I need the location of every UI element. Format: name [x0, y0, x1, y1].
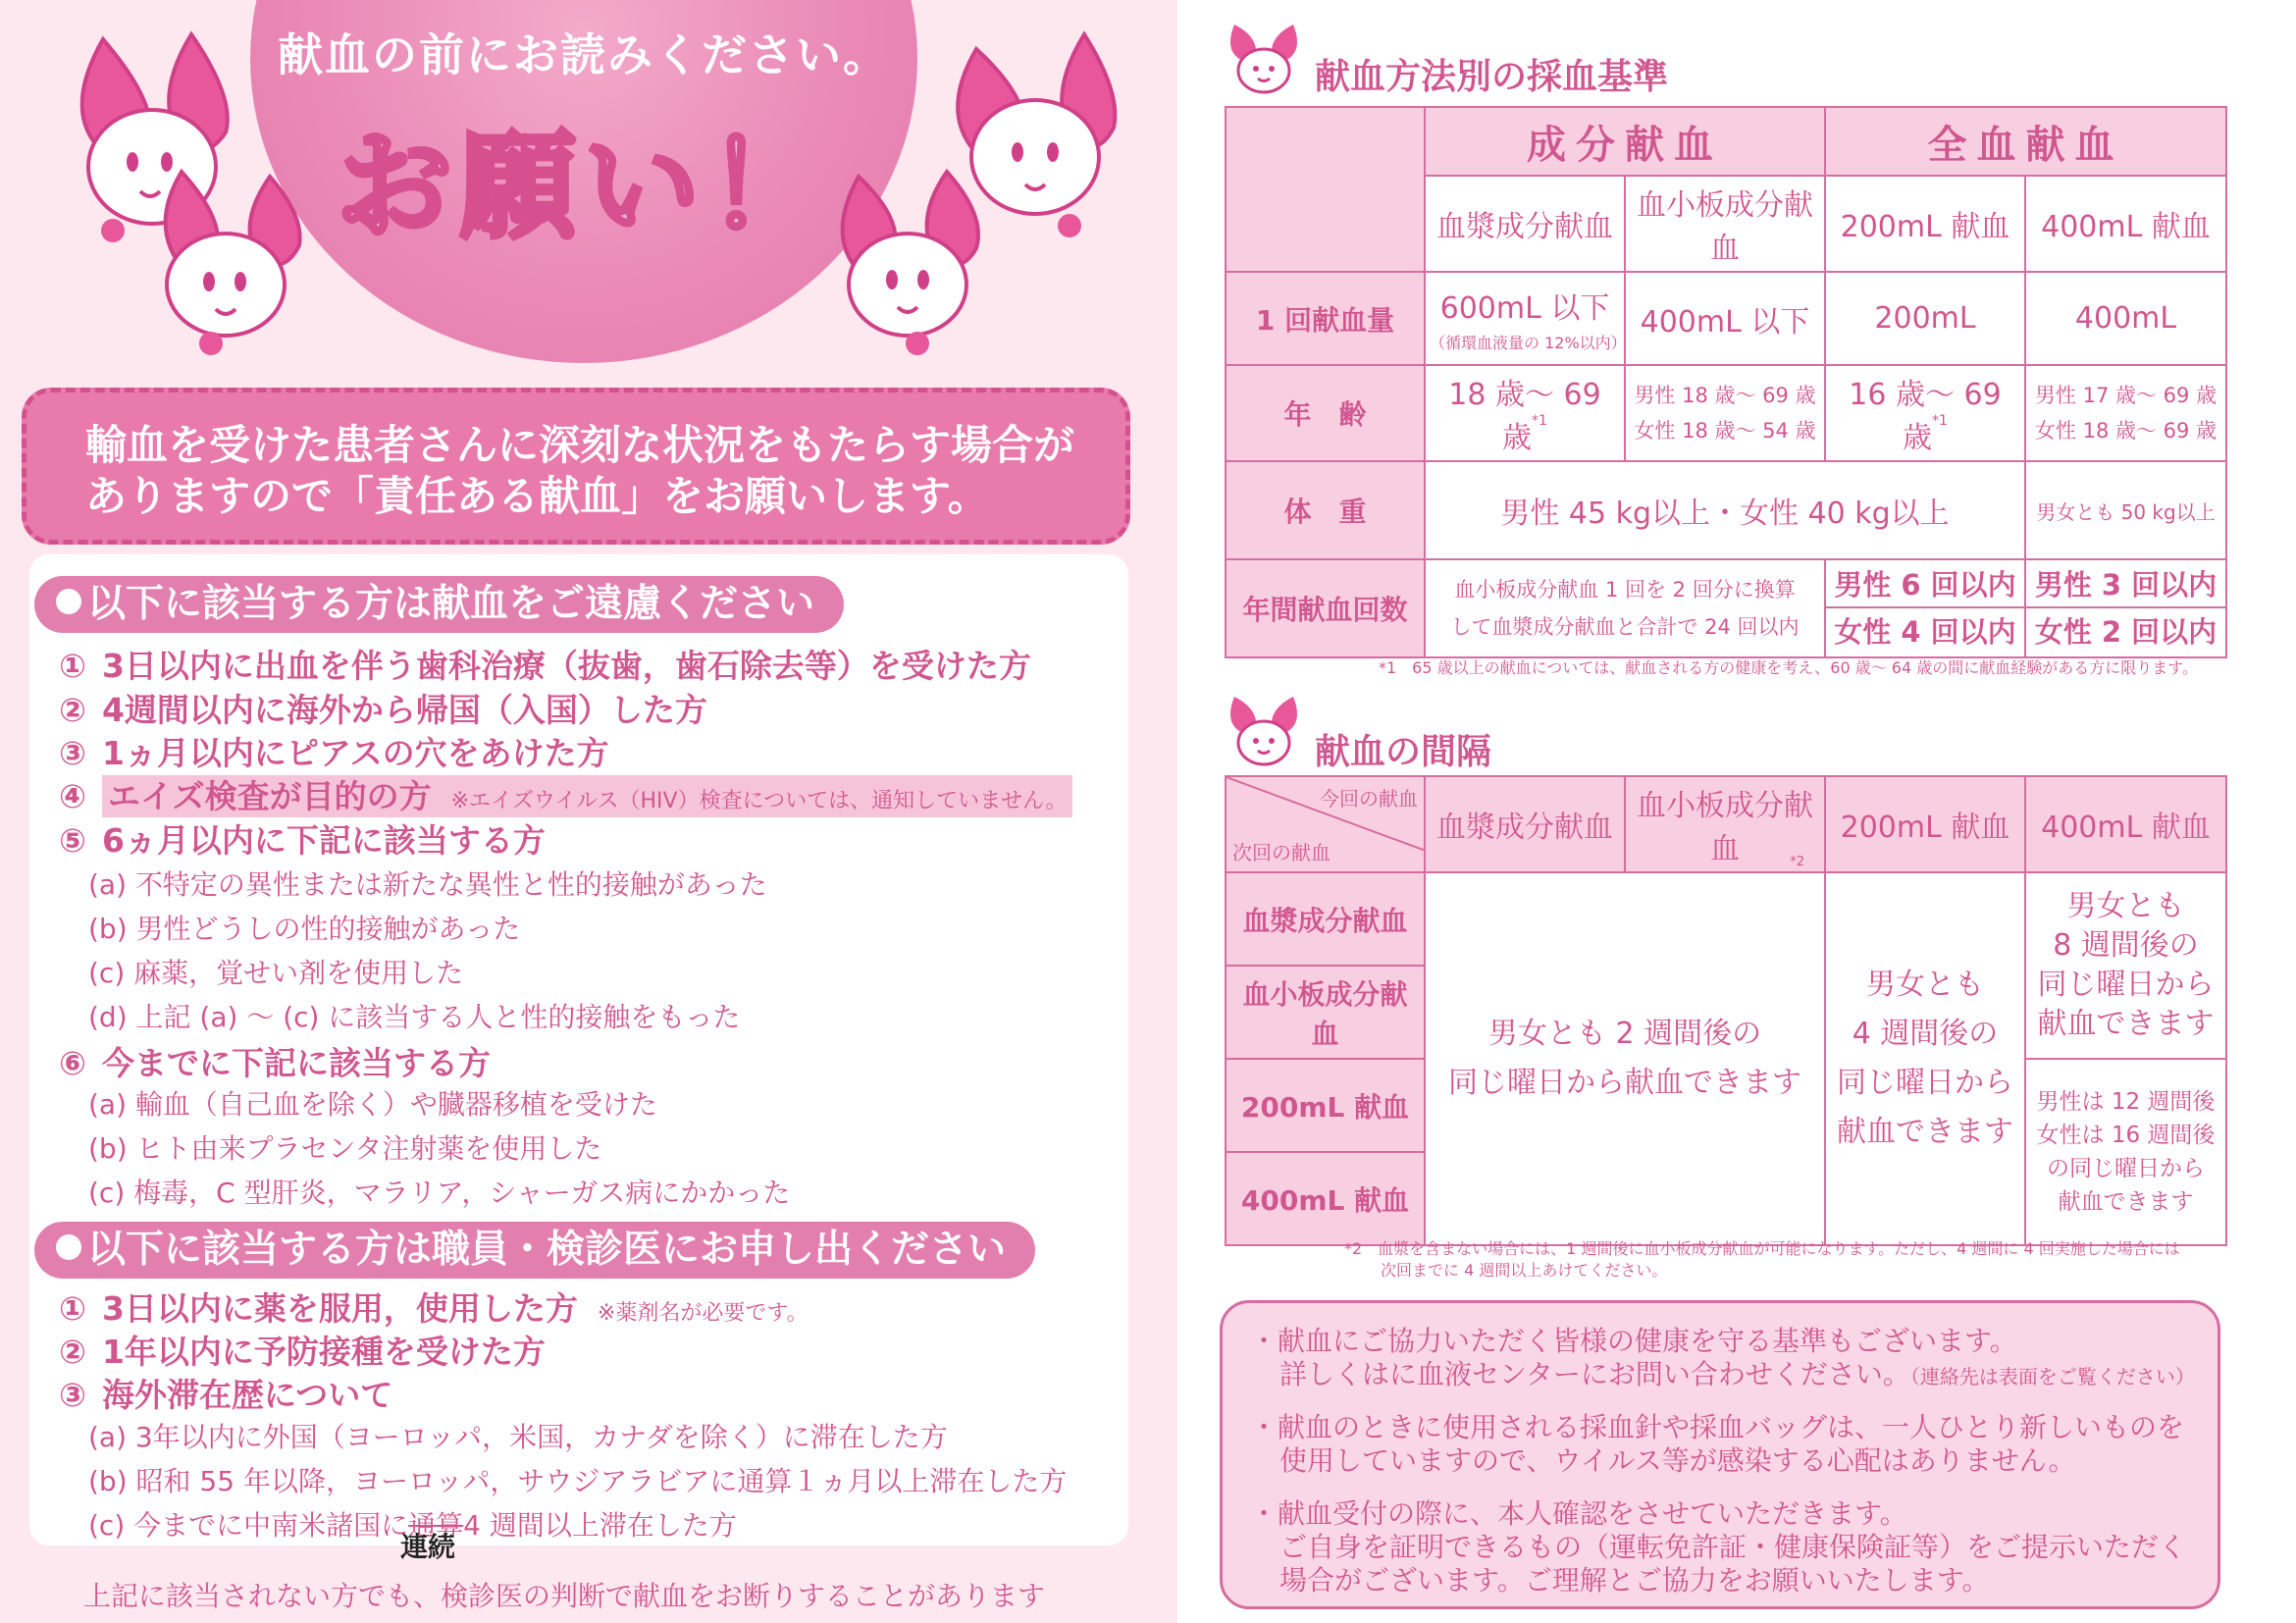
cell-text: 8 週間後の: [2053, 928, 2199, 963]
banner-line: ありますので「責任ある献血」をお願いします。: [85, 472, 989, 520]
cell: 男女とも 50 kg以上: [2025, 461, 2226, 559]
table1-title: 献血方法別の採血基準: [1315, 57, 1669, 97]
sub-item: (a) 3年以内に外国（ヨーロッパ，米国，カナダを除く）に滞在した方: [88, 1421, 948, 1453]
cell-text: 男性 6 回以内: [1826, 561, 2024, 608]
notes-box: [1220, 1300, 2220, 1609]
item-number: ①: [59, 1289, 86, 1328]
row-age: 年 齢: [1226, 365, 1425, 461]
col-400: 400mL 献血: [2025, 776, 2226, 872]
note-line: ・献血受付の際に、本人確認をさせていただきます。: [1250, 1497, 1907, 1530]
highlighted-item-text: [102, 775, 1073, 817]
item-text: エイズ検査が目的の方: [107, 777, 432, 815]
cell-text: 同じ曜日から: [1837, 1066, 2013, 1100]
note-line: 使用していますので、ウイルス等が感染する心配はありません。: [1279, 1444, 2076, 1477]
mascot-b-icon: [819, 162, 996, 368]
cell-text: 男性 3 回以内: [2026, 561, 2225, 608]
item-text: 今までに下記に該当する方: [101, 1044, 491, 1082]
cell: 400mL: [2025, 272, 2226, 365]
cell: [1425, 872, 1825, 1245]
sub-item: (d) 上記 (a) ～ (c) に該当する人と性的接触をもった: [88, 1001, 741, 1033]
item-number: ③: [59, 1376, 86, 1414]
footnote-2: [1344, 1238, 2180, 1282]
sub-item-text: (c) 今までに中南米諸国に: [88, 1509, 409, 1542]
row-400: 400mL 献血: [1226, 1152, 1425, 1245]
note-line: ・献血のときに使用される採血針や採血バッグは、一人ひとり新しいものを: [1250, 1411, 2185, 1443]
cell-text: 男女とも 2 週間後の: [1487, 1017, 1762, 1051]
cell: [2025, 365, 2226, 461]
item-note: ※薬剤名が必要です。: [597, 1301, 809, 1326]
sub-item: (a) 不特定の異性または新たな異性と性的接触があった: [88, 868, 767, 901]
handwritten-correction: 連続: [400, 1531, 456, 1563]
item-number: ③: [59, 734, 86, 772]
cell-text: 同じ曜日から: [2037, 968, 2215, 1002]
cell-text: 献血できます: [2058, 1189, 2194, 1215]
banner-line: 輸血を受けた患者さんに深刻な状況をもたらす場合が: [85, 421, 1075, 469]
footnote-line: 次回までに 4 週間以上あけてください。: [1381, 1261, 1668, 1280]
list-item: [59, 815, 546, 862]
hero-subtitle: 献血の前にお読みください。: [278, 28, 890, 81]
item-note: ※エイズウイルス（HIV）検査については、通知していません。: [450, 789, 1068, 813]
item-text: 3日以内に出血を伴う歯科治療（抜歯，歯石除去等）を受けた方: [101, 647, 1031, 685]
item-text: 4週間以内に海外から帰国（入国）した方: [101, 691, 707, 729]
cell: [1625, 365, 1825, 461]
sub-item: (a) 輸血（自己血を除く）や臓器移植を受けた: [88, 1088, 657, 1121]
item-text: 3日以内に薬を服用，使用した方: [101, 1289, 578, 1328]
item-text: 6ヵ月以内に下記に該当する方: [101, 821, 546, 860]
cell-text: 18 歳～ 69 歳: [1448, 378, 1601, 455]
struck-text: 通算: [408, 1509, 464, 1542]
mascot-head-icon: [1225, 692, 1303, 770]
list-item: [59, 1283, 809, 1330]
cell-note: （循環血液量の 12%以内）: [1430, 334, 1627, 352]
section2-title: 以下に該当する方は職員・検診医にお申し出ください: [87, 1228, 1007, 1272]
row-200: 200mL 献血: [1226, 1059, 1425, 1152]
list-item: [59, 685, 707, 731]
cell: [1825, 872, 2025, 1245]
list-item: [59, 1038, 491, 1084]
cell: 男性 45 kg以上・女性 40 kg以上: [1425, 461, 2025, 559]
list-item: [59, 1370, 392, 1416]
cell-text: 献血できます: [1837, 1115, 2013, 1149]
item-text: 海外滞在歴について: [101, 1376, 393, 1414]
section1-header: [34, 576, 844, 633]
note-line: ・献血にご協力いただく皆様の健康を守る基準もございます。: [1250, 1325, 2017, 1357]
col-400: 400mL 献血: [2025, 176, 2226, 272]
cell: [1425, 559, 1825, 657]
cell-text: 同じ曜日から献血できます: [1448, 1066, 1801, 1100]
mascot-head-icon: [1225, 20, 1303, 98]
cell-text: 女性は 16 週間後: [2036, 1123, 2216, 1148]
item-number: ②: [59, 1333, 86, 1371]
cell-text: 16 歳～ 69 歳: [1849, 378, 2002, 455]
note-small: （連絡先は表面をご覧ください）: [1909, 1365, 2195, 1388]
footnote-mark: *1: [1532, 413, 1547, 429]
responsibility-banner: [22, 388, 1130, 545]
cell: [2025, 872, 2226, 1059]
col-label: 血小板成分献血: [1637, 789, 1813, 866]
item-number: ④: [59, 777, 86, 815]
footnote-line: *2 血漿を含まない場合には、1 週間後に血小板成分献血が可能になります。ただし、4 週間に 4 回実施した場合には: [1344, 1239, 2180, 1258]
mascot-o-icon: [132, 162, 309, 368]
cell: [2025, 559, 2226, 657]
sub-item-text: 4 週間以上滞在した方: [463, 1509, 737, 1542]
note-line: ご自身を証明できるもの（運転免許証・健康保険証等）をご提示いただく: [1279, 1531, 2187, 1563]
note-line: [1279, 1358, 2195, 1393]
cell-text: 男女とも: [2066, 889, 2185, 923]
col-200: 200mL 献血: [1825, 176, 2025, 272]
cell-text: 男性 18 歳～ 69 歳: [1634, 384, 1816, 407]
row-platelet: 血小板成分献血: [1226, 966, 1425, 1059]
cell-text: 女性 4 回以内: [1834, 615, 2016, 649]
donation-interval-table: [1225, 775, 2227, 1246]
col-plasma: 血漿成分献血: [1425, 176, 1625, 272]
col-platelet: [1625, 776, 1825, 872]
group-component: 成分献血: [1425, 107, 1825, 176]
list-item: [59, 641, 1031, 687]
section2-header: [34, 1222, 1035, 1279]
col-plasma: 血漿成分献血: [1425, 776, 1625, 872]
note-line: 場合がございます。ご理解とご協力をお願いいたします。: [1279, 1564, 1990, 1597]
table-corner: [1226, 776, 1425, 872]
row-plasma: 血漿成分献血: [1226, 872, 1425, 966]
sub-item: (b) 昭和 55 年以降，ヨーロッパ，サウジアラビアに通算１ヵ月以上滞在した方: [88, 1465, 1068, 1497]
hero-title: お願い！: [336, 119, 831, 254]
cell: 400mL 以下: [1625, 272, 1825, 365]
row-volume: 1 回献血量: [1226, 272, 1425, 365]
cell: [2025, 1059, 2226, 1245]
corner-label-bottom: 次回の献血: [1232, 841, 1331, 864]
section1-title: 以下に該当する方は献血をご遠慮ください: [87, 582, 815, 626]
cell-text: 女性 2 回以内: [2034, 615, 2218, 649]
table-corner: [1226, 107, 1425, 272]
cell: 200mL: [1825, 272, 2025, 365]
footer-note: 上記に該当されない方でも、検診医の判断で献血をお断りすることがあります: [83, 1580, 1046, 1612]
cell: [1825, 559, 2025, 657]
note-text: 詳しくはに血液センターにお問い合わせください。: [1279, 1358, 1910, 1390]
cell-text: の同じ曜日から: [2047, 1156, 2205, 1181]
sub-item: (b) 男性どうしの性的接触があった: [88, 913, 521, 945]
item-number: ①: [59, 647, 86, 685]
cell-text: 女性 18 歳～ 69 歳: [2034, 419, 2218, 443]
col-platelet: 血小板成分献血: [1625, 176, 1825, 272]
cell-text: 男女とも: [1866, 968, 1984, 1002]
row-annual: 年間献血回数: [1226, 559, 1425, 657]
cell-text: 血小板成分献血 1 回を 2 回分に換算: [1454, 578, 1796, 602]
row-weight: 体 重: [1226, 461, 1425, 559]
corner-label-top: 今回の献血: [1320, 787, 1418, 811]
footnote-mark: *2: [1790, 855, 1804, 869]
group-whole: 全血献血: [1825, 107, 2226, 176]
item-text: 1年以内に予防接種を受けた方: [101, 1333, 546, 1371]
cell-text: して血漿成分献血と合計で 24 回以内: [1450, 615, 1800, 639]
cell-text: 献血できます: [2037, 1007, 2215, 1041]
sub-item: (c) 麻薬，覚せい剤を使用した: [88, 957, 464, 989]
list-item: [59, 771, 1072, 817]
table2-title: 献血の間隔: [1315, 732, 1492, 772]
bullet-icon: [56, 589, 81, 614]
item-number: ⑤: [59, 821, 86, 860]
item-number: ⑥: [59, 1044, 86, 1082]
item-number: ②: [59, 691, 86, 729]
cell: [1425, 272, 1625, 365]
banner-text: [85, 420, 1096, 522]
list-item: [59, 1327, 546, 1373]
footnote-1: *1 65 歳以上の献血については、献血される方の健康を考え、60 歳～ 64 歳の間に献血経験がある方に限ります。: [1379, 658, 2198, 677]
cell-text: 600mL 以下: [1439, 291, 1610, 326]
footnote-mark: *1: [1932, 413, 1948, 429]
cell-text: 女性 18 歳～ 54 歳: [1634, 419, 1816, 443]
bullet-icon: [56, 1234, 81, 1260]
item-text: 1ヵ月以内にピアスの穴をあけた方: [101, 734, 609, 772]
cell: [1425, 365, 1625, 461]
collection-criteria-table: [1225, 106, 2227, 658]
sub-item: (b) ヒト由来プラセンタ注射薬を使用した: [88, 1132, 602, 1165]
cell: [1825, 365, 2025, 461]
list-item: [59, 728, 609, 774]
cell-text: 男性は 12 週間後: [2036, 1089, 2216, 1115]
cell-text: 男性 17 歳～ 69 歳: [2034, 384, 2218, 407]
cell-text: 4 週間後の: [1852, 1017, 1999, 1051]
col-200: 200mL 献血: [1825, 776, 2025, 872]
sub-item: (c) 梅毒，C 型肝炎，マラリア，シャーガス病にかかった: [88, 1177, 791, 1209]
